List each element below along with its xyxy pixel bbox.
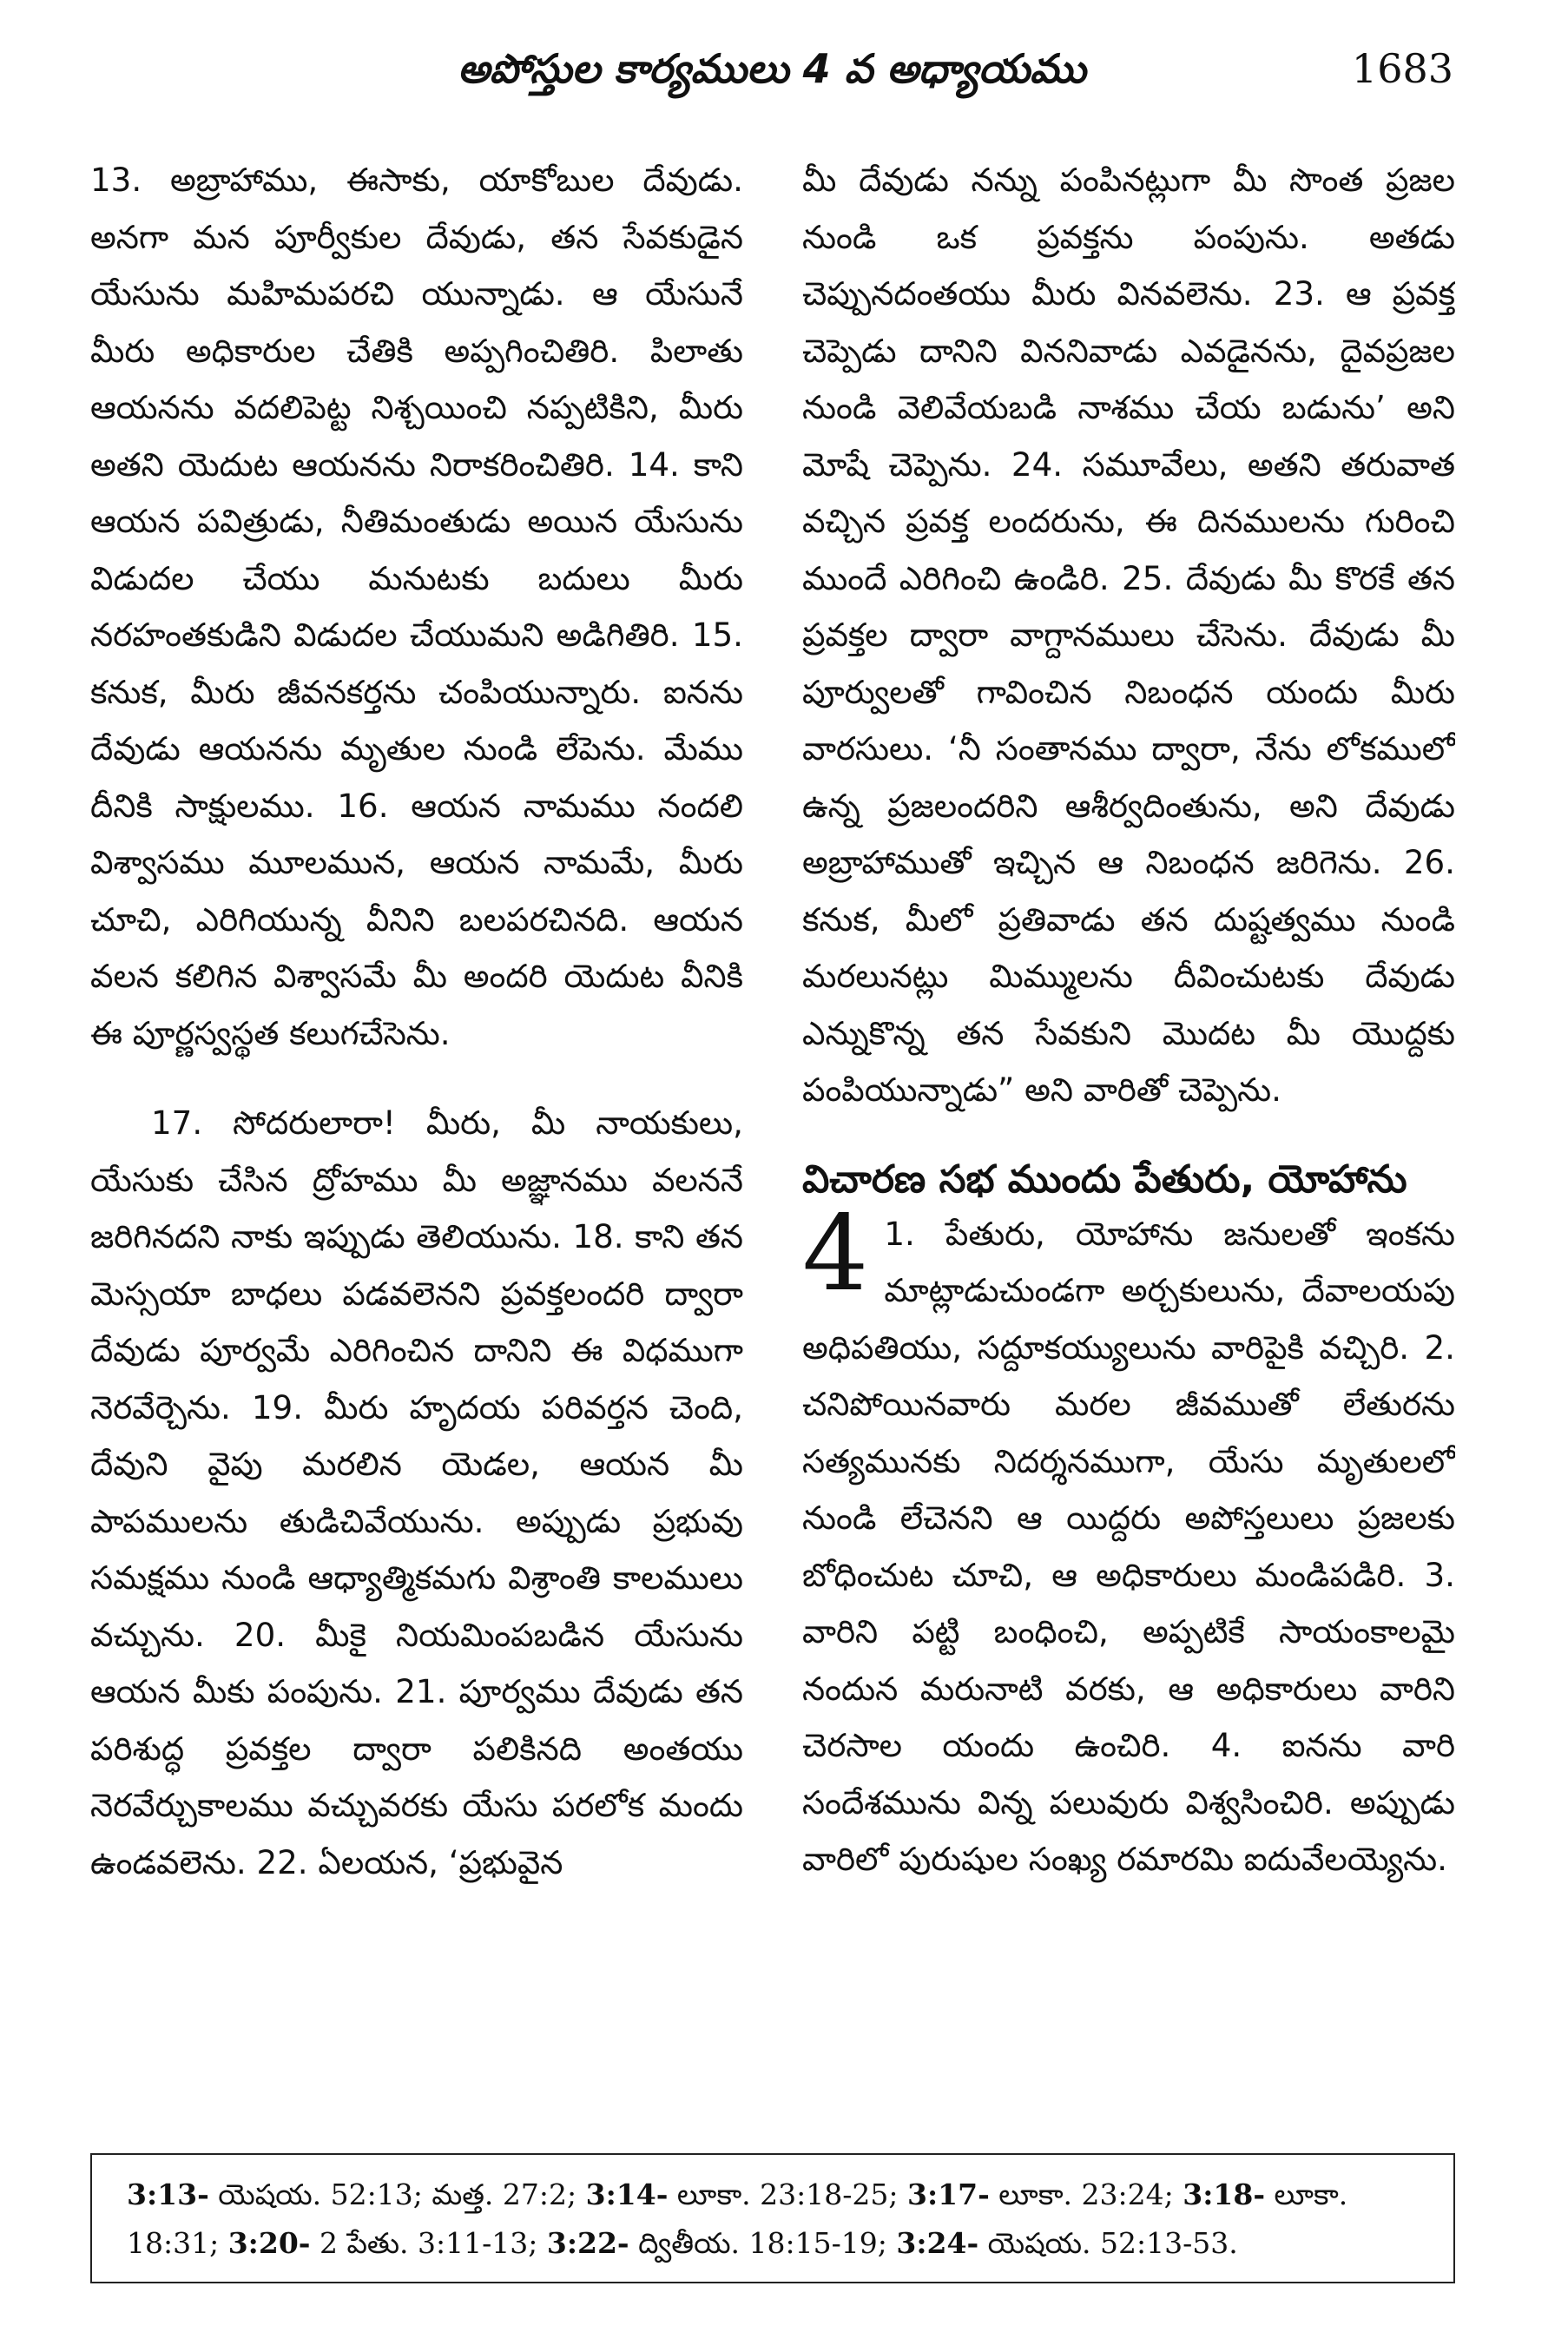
right-column <box>802 152 1455 2131</box>
left-column <box>90 152 743 2131</box>
paragraph-verses-17-22: 17. సోదరులారా! మీరు, మీ నాయకులు, యేసుకు చేసిన ద్రోహము మీ అజ్ఞానము వలననే జరిగినదని నాకు ఇప్పుడు తెలియును. 18. కాని తన మెస్సయా బాధలు పడవలెనని ప్రవక్తలందరి ద్వారా దేవుడు పూర్వమే ఎరిగించిన దానిని ఈ విధముగా నెరవేర్చెను. 19. మీరు హృదయ పరివర్తన చెంది, దేవుని వైపు మరలిన యెడల, ఆయన మీ పాపములను తుడిచివేయును. అప్పుడు ప్రభువు సమక్షము నుండి ఆధ్యాత్మికమగు విశ్రాంతి కాలములు వచ్చును. 20. మీకై నియమింపబడిన యేసును ఆయన మీకు పంపును. 21. పూర్వము దేవుడు తన పరిశుద్ధ ప్రవక్తల ద్వారా పలికినది అంతయు నెరవేర్చుకాలము వచ్చువరకు యేసు పరలోక మందు ఉండవలెను. 22. ఏలయన, ‘ప్రభువైన <box>90 1104 743 1881</box>
reference-label: 3:14- <box>585 2177 669 2211</box>
text-columns <box>90 152 1455 2131</box>
reference-text: యెషయ. 52:13-53. <box>978 2226 1238 2260</box>
reference-label: 3:17- <box>907 2177 990 2211</box>
reference-text: 2 పేతు. 3:11-13; <box>310 2226 547 2260</box>
reference-item <box>127 2177 586 2211</box>
reference-item <box>586 2177 907 2211</box>
reference-text: యెషయ. 52:13; మత్త. 27:2; <box>208 2177 586 2211</box>
reference-text: ద్వితీయ. 18:15-19; <box>629 2226 897 2260</box>
cross-reference-box <box>90 2153 1455 2283</box>
page-header <box>90 45 1453 115</box>
running-title: అపోస్తుల కార్యములు 4 వ అధ్యాయము <box>458 45 1086 92</box>
paragraph-verses-13-16: 13. అబ్రాహాము, ఈసాకు, యాకోబుల దేవుడు. అనగా మన పూర్వీకుల దేవుడు, తన సేవకుడైన యేసును మహిమపరచి యున్నాడు. ఆ యేసునే మీరు అధికారుల చేతికి అప్పగించితిరి. పిలాతు ఆయనను వదలిపెట్ట నిశ్చయించి నప్పటికిని, మీరు అతని యెదుట ఆయనను నిరాకరించితిరి. 14. కాని ఆయన పవిత్రుడు, నీతిమంతుడు అయిన యేసును విడుదల చేయు మనుటకు బదులు మీరు నరహంతకుడిని విడుదల చేయుమని అడిగితిరి. 15. కనుక, మీరు జీవనకర్తను చంపియున్నారు. ఐనను దేవుడు ఆయనను మృతుల నుండి లేపెను. మేము దీనికి సాక్షులము. 16. ఆయన నామము నందలి విశ్వాసము మూలమున, ఆయన నామమే, మీరు చూచి, ఎరిగియున్న వీనిని బలపరచినది. ఆయన వలన కలిగిన విశ్వాసమే మీ అందరి యెదుట వీనికి ఈ పూర్ణస్వస్థత కలుగచేసెను. <box>90 161 743 1052</box>
reference-label: 3:18- <box>1183 2177 1266 2211</box>
chapter-number-dropcap: 4 <box>802 1193 869 1314</box>
section-heading: విచారణ సభ ముందు పేతురు, యోహాను <box>802 1156 1407 1202</box>
reference-text: లూకా. 23:18-25; <box>668 2177 908 2211</box>
chapter-4-paragraph <box>802 1193 1455 1888</box>
chapter-4-text: 1. పేతురు, యోహాను జనులతో ఇంకను మాట్లాడుచుండగా అర్చకులును, దేవాలయపు అధిపతియు, సద్దూకయ్యులును వారిపైకి వచ్చిరి. 2. చనిపోయినవారు మరల జీవముతో లేతురను సత్యమునకు నిదర్శనముగా, యేసు మృతులలో నుండి లేచెనని ఆ యిద్దరు అపోస్తలులు ప్రజలకు బోధించుట చూచి, ఆ అధికారులు మండిపడిరి. 3. వారిని పట్టి బంధించి, అప్పటికే సాయంకాలమై నందున మరునాటి వరకు, ఆ అధికారులు వారిని చెరసాల యందు ఉంచిరి. 4. ఐనను వారి సందేశమును విన్న పలువురు విశ్వసించిరి. అప్పుడు వారిలో పురుషుల సంఖ్య రమారమి ఐదువేలయ్యెను. <box>802 1214 1455 1878</box>
page-number: 1683 <box>1351 45 1453 92</box>
paragraph-verses-22-26: మీ దేవుడు నన్ను పంపినట్లుగా మీ సొంత ప్రజల నుండి ఒక ప్రవక్తను పంపును. అతడు చెప్పునదంతయు మీరు వినవలెను. 23. ఆ ప్రవక్త చెప్పెడు దానిని విననివాడు ఎవడైనను, దైవప్రజల నుండి వెలివేయబడి నాశము చేయ బడును’ అని మోషే చెప్పెను. 24. సమూవేలు, అతని తరువాత వచ్చిన ప్రవక్త లందరును, ఈ దినములను గురించి ముందే ఎరిగించి ఉండిరి. 25. దేవుడు మీ కొరకే తన ప్రవక్తల ద్వారా వాగ్దానములు చేసెను. దేవుడు మీ పూర్వులతో గావించిన నిబంధన యందు మీరు వారసులు. ‘నీ సంతానము ద్వారా, నేను లోకములో ఉన్న ప్రజలందరిని ఆశీర్వదింతును, అని దేవుడు అబ్రాహాముతో ఇచ్చిన ఆ నిబంధన జరిగెను. 26. కనుక, మీలో ప్రతివాడు తన దుష్టత్వము నుండి మరలునట్లు మిమ్ములను దీవించుటకు దేవుడు ఎన్నుకొన్న తన సేవకుని మొదట మీ యొద్దకు పంపియున్నాడు” అని వారితో చెప్పెను. <box>802 161 1455 1109</box>
reference-item <box>907 2177 1183 2211</box>
reference-label: 3:24- <box>896 2226 979 2260</box>
reference-label: 3:13- <box>127 2177 209 2211</box>
reference-item <box>896 2226 1237 2260</box>
reference-text: లూకా. 23:24; <box>989 2177 1183 2211</box>
reference-label: 3:22- <box>546 2226 629 2260</box>
reference-label: 3:20- <box>227 2226 311 2260</box>
reference-item <box>228 2226 547 2260</box>
reference-text: లూకా. 18:31; <box>127 2177 1348 2260</box>
reference-item <box>547 2226 897 2260</box>
